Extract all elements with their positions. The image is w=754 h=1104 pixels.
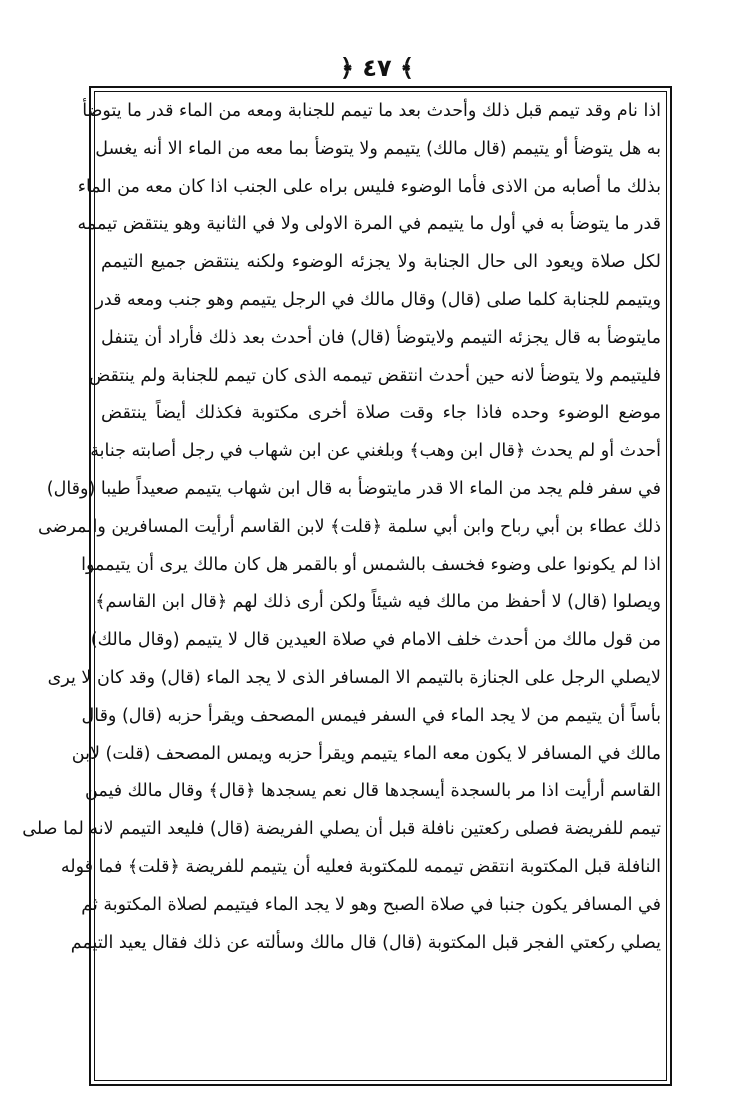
text-line: ويصلوا (قال) لا أحفظ من مالك فيه شيئاً ولكن أرى ذلك لهم ﴿قال ابن القاسم﴾ — [95, 592, 661, 613]
text-line: لايصلي الرجل على الجنازة بالتيمم الا المسافر الذى لا يجد الماء (قال) وقد كان لا يرى — [47, 667, 661, 688]
text-line: بذلك ما أصابه من الاذى فأما الوضوء فليس براه على الجنب اذا كان معه من الماء — [77, 176, 661, 197]
text-line: أحدث أو لم يحدث ﴿قال ابن وهب﴾ وبلغني عن ابن شهاب في رجل أصابته جنابة — [90, 441, 661, 462]
text-line: قدر ما يتوضأ به في أول ما يتيمم في المرة الاولى ولا في الثانية وهو ينتقض تيممه — [77, 214, 661, 235]
text-line: من قول مالك من أحدث خلف الامام في صلاة العيدين قال لا يتيمم (وقال مالك) — [90, 630, 661, 651]
text-line: موضع الوضوء وحده فاذا جاء وقت صلاة أخرى مكتوبة فكذلك أيضاً ينتقض — [101, 403, 661, 424]
text-line: به هل يتوضأ أو يتيمم (قال مالك) يتيمم ولا يتوضأ بما معه من الماء الا أنه يغسل — [95, 138, 661, 159]
text-line: مايتوضأ به قال يجزئه التيمم ولايتوضأ (قال) فان أحدث بعد ذلك فأراد أن يتنفل — [101, 327, 661, 348]
page-body — [22, 93, 661, 1077]
text-line: في المسافر يكون جنبا في صلاة الصبح وهو لا يجد الماء فيتيمم لصلاة المكتوبة ثم — [81, 894, 661, 915]
page-number: ﴿ ٤٧ ﴾ — [339, 54, 415, 82]
text-line: ذلك عطاء بن أبي رباح وابن أبي سلمة ﴿قلت﴾ لابن القاسم أرأيت المسافرين والمرضى — [37, 516, 661, 537]
text-line: في سفر فلم يجد من الماء الا قدر مايتوضأ به قال ابن شهاب يتيمم صعيداً طيبا (وقال) — [46, 478, 661, 499]
text-line: اذا نام وقد تيمم قبل ذلك وأحدث بعد ما تيمم للجنابة ومعه من الماء قدر ما يتوضأ — [82, 101, 661, 121]
text-line: لكل صلاة ويعود الى حال الجنابة ولا يجزئه الوضوء ولكنه ينتقض جميع التيمم — [101, 252, 661, 273]
text-line: القاسم أرأيت اذا مر بالسجدة أيسجدها قال نعم يسجدها ﴿قال﴾ وقال مالك فيمن — [85, 781, 661, 802]
text-line: ويتيمم للجنابة كلما صلى (قال) وقال مالك في الرجل يتيمم وهو جنب ومعه قدر — [95, 289, 661, 310]
text-line: النافلة قبل المكتوبة انتقض تيممه للمكتوبة فعليه أن يتيمم للفريضة ﴿قلت﴾ فما قوله — [60, 856, 661, 877]
text-line: فليتيمم ولا يتوضأ لانه حين أحدث انتقض تيممه الذى كان تيمم للجنابة ولم ينتقض — [89, 365, 661, 386]
text-line: مالك في المسافر لا يكون معه الماء يتيمم ويقرأ حزبه ويمس المصحف (قلت) لابن — [71, 743, 661, 764]
text-line: اذا لم يكونوا على وضوء فخسف بالشمس أو بالقمر هل كان مالك يرى أن يتيمموا — [81, 554, 661, 575]
text-line: بأساً أن يتيمم من لا يجد الماء في السفر فيمس المصحف ويقرأ حزبه (قال) وقال — [81, 705, 661, 726]
text-line: يصلي ركعتي الفجر قبل المكتوبة (قال) قال مالك وسألته عن ذلك فقال يعيد التيمم — [70, 932, 661, 953]
text-line: تيمم للفريضة فصلى ركعتين نافلة قبل أن يصلي الفريضة (قال) فليعد التيمم لانه لما صلى — [22, 819, 661, 840]
